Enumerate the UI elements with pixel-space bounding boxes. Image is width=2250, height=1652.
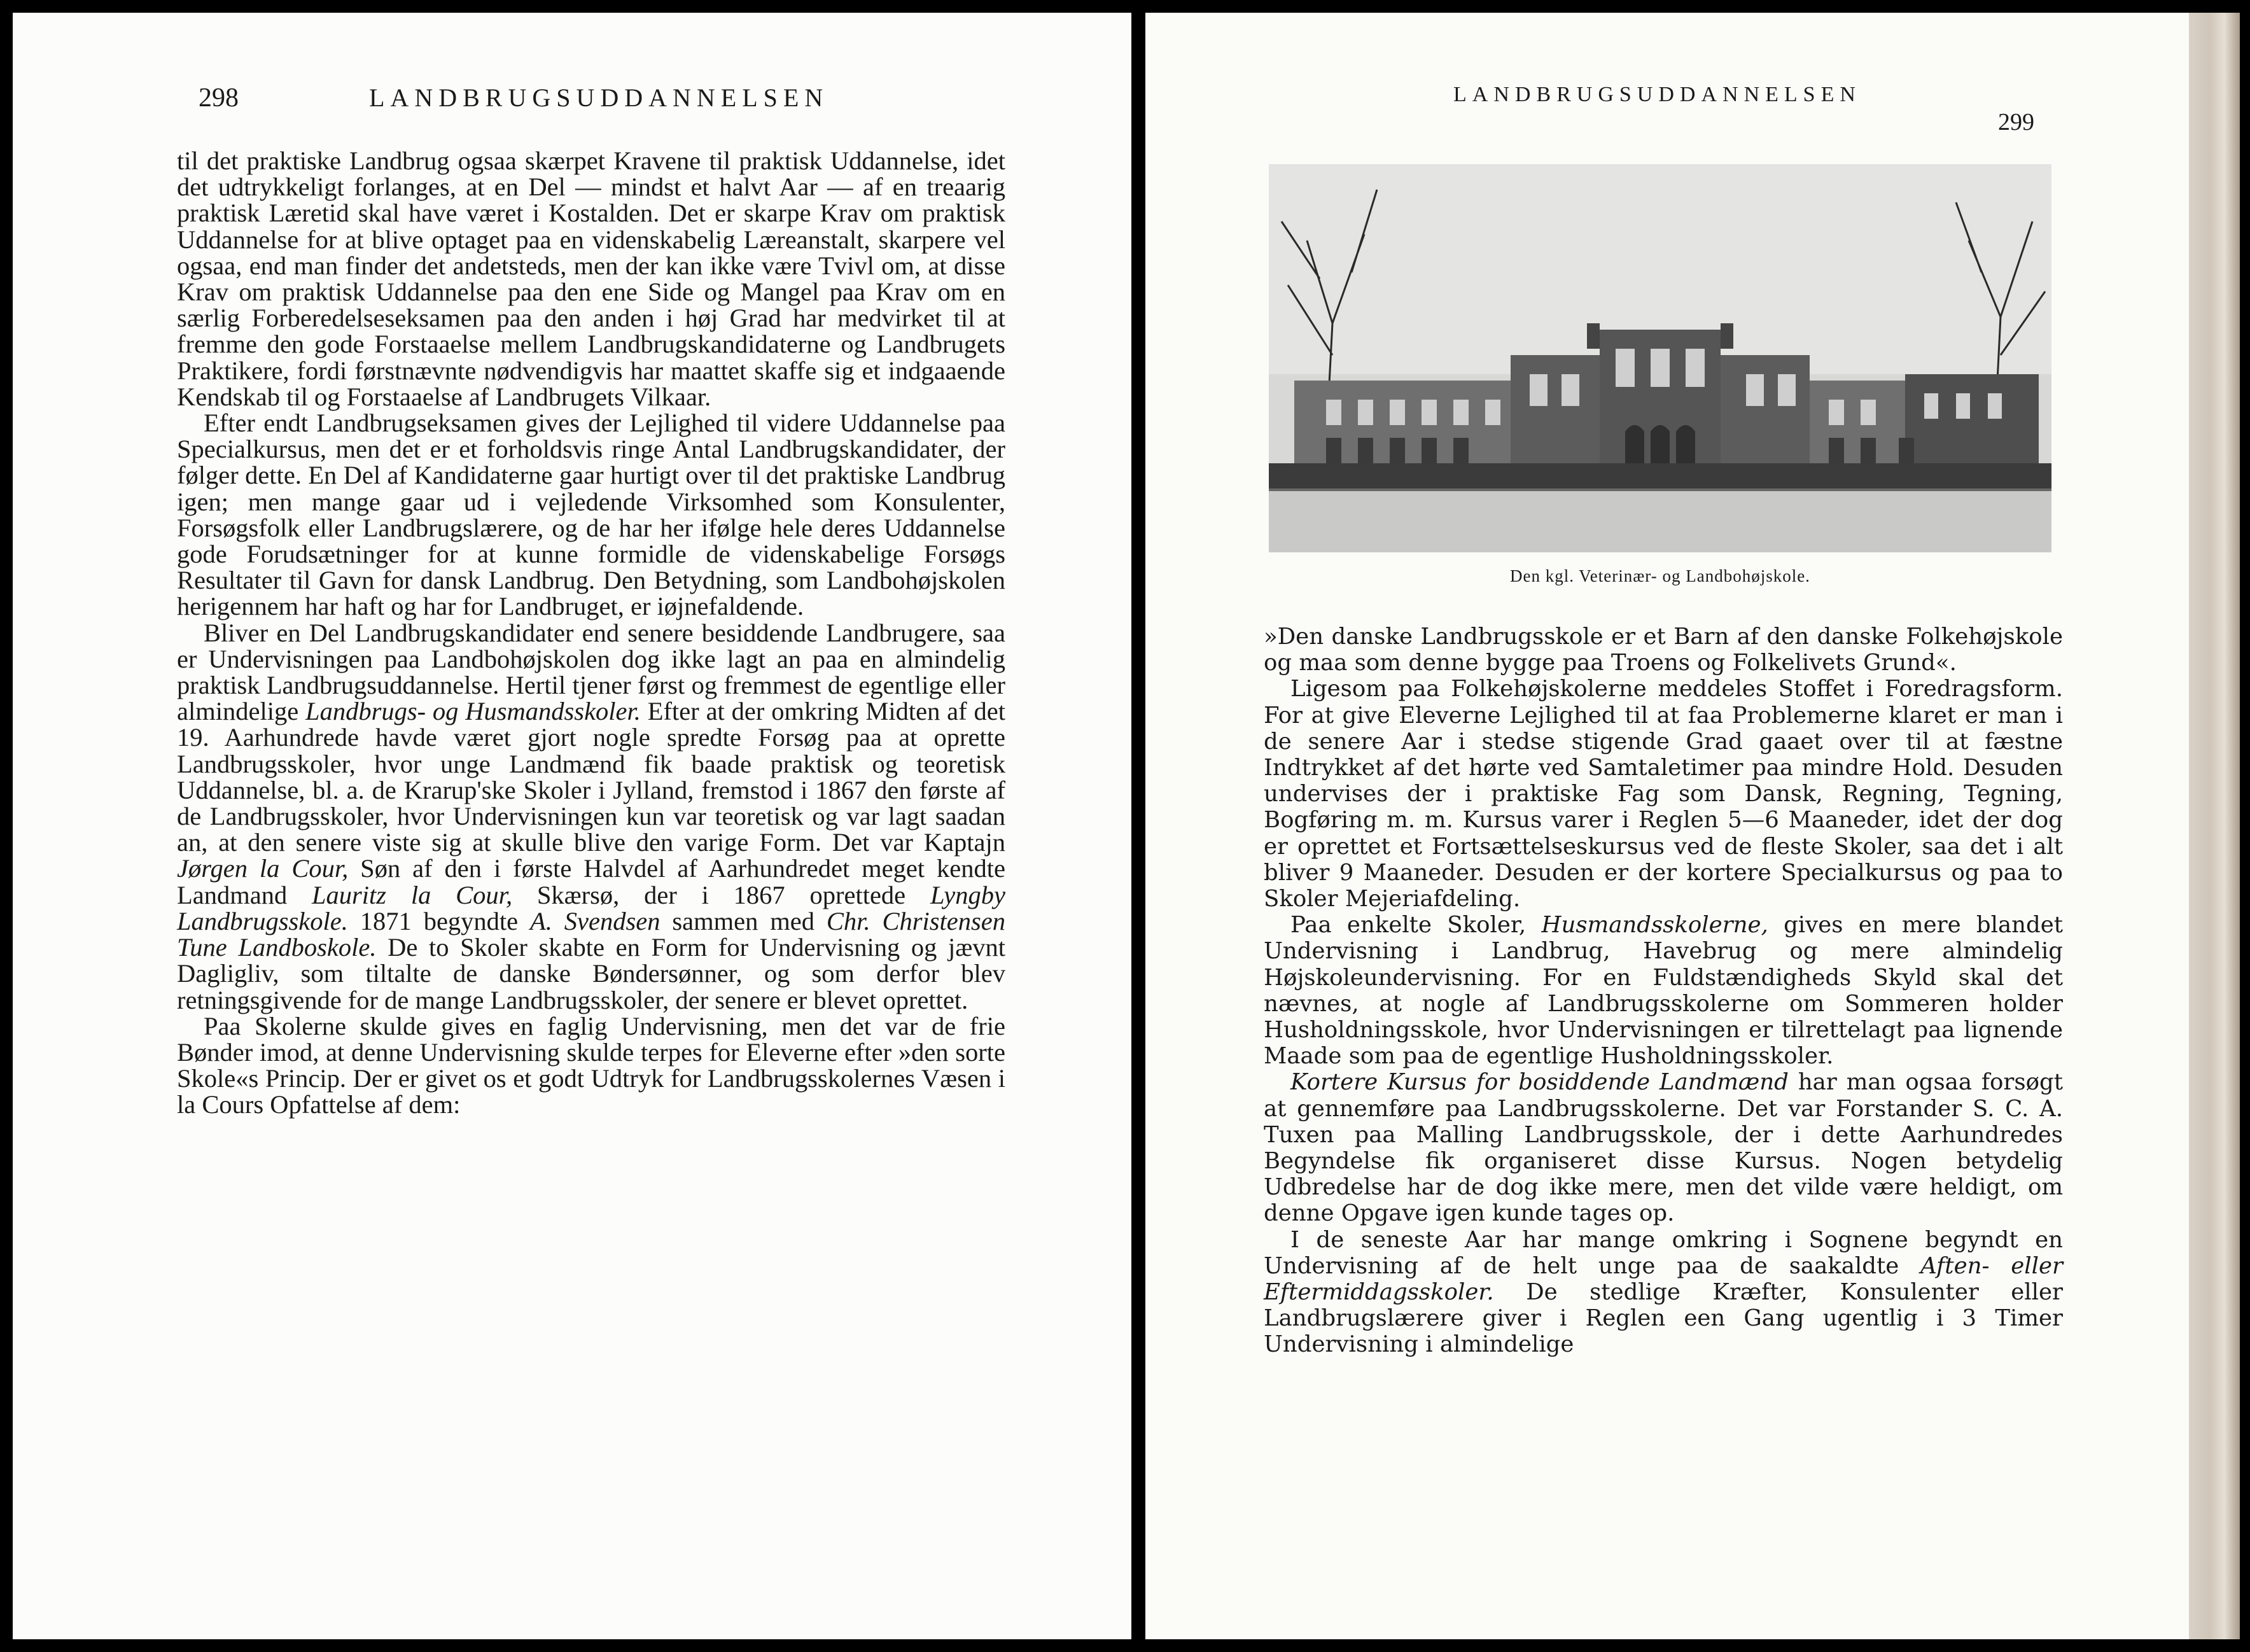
text-run: I de seneste Aar har mange omkring i Sognene begyndt en Undervisning af de helt unge paa de saakaldte (1264, 1226, 2063, 1279)
paragraph (177, 410, 1005, 620)
building-photo (1269, 164, 2051, 552)
text-run: har man ogsaa forsøgt at gennemføre paa Landbrugsskolerne. Det var Forstander S. C. A. Tuxen paa Malling Landbrugsskole, der i dette Aarhundredes Begyndelse fik organiseret disse Kursus. Nogen betydelig Udbredelse har de dog ikke mere, men det vilde være heldigt, om denne Opgave igen kunde tages op. (1264, 1069, 2063, 1227)
italic-text: A. Svendsen (530, 906, 660, 935)
italic-text: Chr. Christensen Tune Landboskole. (177, 906, 1005, 962)
italic-text: Landbrugs- og Husmandsskoler. (305, 697, 641, 726)
text-run: Paa Skolerne skulde gives en faglig Undervisning, men det var de frie Bønder imod, at denne Undervisning skulde terpes for Eleverne efter »den sorte Skole«s Princip. Der er givet os et godt Udtryk for Landbrugsskolernes Væsen i la Cours Opfattelse af dem: (177, 1011, 1005, 1119)
paragraph (1264, 912, 2063, 1069)
text-run: Efter endt Landbrugseksamen gives der Lejlighed til videre Uddannelse paa Specialkursus, men det er et forholdsvis ringe Antal Landbrugskandidater, der følger dette. En Del af Kandidaterne gaar hurtigt over til det praktiske Landbrug igen; men mange gaar ud i vejledende Virksomhed som Konsulenter, Forsøgsfolk eller Landbrugslærere, og de har her ifølge hele deres Uddannelse gode Forudsætninger for at kunne formidle de videnskabelige Forsøgs Resultater til Gavn for dansk Landbrug. Den Betydning, som Landbohøjskolen herigennem har haft og har for Landbruget, er iøjnefaldende. (177, 409, 1005, 621)
paragraph (1264, 676, 2063, 912)
paragraph (1264, 1069, 2063, 1226)
text-run: 1871 begyndte (347, 906, 531, 935)
italic-text: Lauritz la Cour, (312, 880, 513, 909)
right-page-number: 299 (1998, 109, 2034, 136)
paragraph (177, 148, 1005, 410)
italic-text: Lyngby Landbrugsskole. (177, 880, 1005, 935)
left-running-head: LANDBRUGSUDDANNELSEN (369, 83, 829, 112)
text-run: til det praktiske Landbrug ogsaa skærpet Kravene til praktisk Uddannelse, idet det udtrykkeligt forlanges, at en Del — mindst et halvt Aar — af en treaarig praktisk Læretid skal have været i Kostalden. Det er skarpe Krav om praktisk Uddannelse for at blive optaget paa en videnskabelig Læreanstalt, skarpere vel ogsaa, end man finder det andetsteds, men der kan ikke være Tvivl om, at disse Krav om praktisk Uddannelse paa den ene Side og Mangel paa Krav om en særlig Forberedelseseksamen paa den anden i høj Grad har medvirket til at fremme den gode Forstaaelse mellem Landbrugskandidaterne og Landbrugets Praktikere, fordi førstnævnte nødvendigvis har maattet skaffe sig et indgaaende Kendskab til og Forstaaelse af Landbrugets Vilkaar. (177, 146, 1005, 411)
text-run: Efter at der omkring Midten af det 19. Aarhundrede havde været gjort nogle spredte Forsøg paa at oprette Landbrugsskoler, hvor unge Landmænd fik baade praktisk og teoretisk Uddannelse, bl. a. de Krarup'ske Skoler i Jylland, fremstod i 1867 den første af de Landbrugsskoler, hvor Undervisningen kun var teoretisk og var lagt saadan an, at den senere viste sig at skulle blive den varige Form. Det var Kaptajn (177, 697, 1005, 857)
figure-caption: Den kgl. Veterinær- og Landbohøjskole. (1510, 566, 1810, 585)
italic-text: Husmandsskolerne, (1541, 912, 1768, 939)
right-body-text (1264, 624, 2063, 1358)
text-run: Ligesom paa Folkehøjskolerne meddeles Stoffet i Foredragsform. For at give Eleverne Lejlighed til at faa Problemerne klaret er man i de senere Aar i stedse stigende Grad gaaet over til at fæstne Indtrykket af det hørte ved Samtaletimer paa mindre Hold. Desuden undervises der i praktiske Fag som Dansk, Regning, Tegning, Bogføring m. m. Kursus varer i Reglen 5—6 Maaneder, idet der dog er oprettet et Fortsættelseskursus ved de fleste Skoler, saa det i alt bliver 9 Maaneder. Desuden er der kortere Specialkursus og paa to Skoler Mejeriafdeling. (1264, 676, 2063, 913)
right-running-head: LANDBRUGSUDDANNELSEN (1453, 83, 1861, 106)
italic-text: Jørgen la Cour, (177, 854, 349, 883)
left-page-number: 298 (199, 83, 239, 113)
paragraph (177, 620, 1005, 1013)
veterinary-school-photo-illustration (1269, 164, 2051, 552)
text-run: Skærsø, der i 1867 oprettede (512, 880, 930, 909)
paragraph (1264, 624, 2063, 676)
text-run: Paa enkelte Skoler, (1290, 912, 1542, 939)
text-run: De stedlige Kræfter, Konsulenter eller Landbrugslærere giver i Reglen een Gang ugentlig i 3 Timer Undervisning i almindelige (1264, 1279, 2063, 1358)
paragraph (1264, 1227, 2063, 1358)
text-run: sammen med (660, 906, 827, 935)
left-body-text (177, 148, 1005, 1118)
text-run: Søn af den i første Halvdel af Aarhundredet meget kendte Landmand (177, 854, 1006, 909)
italic-text: Kortere Kursus for bosiddende Landmænd (1290, 1069, 1789, 1096)
text-run: Bliver en Del Landbrugskandidater end senere besiddende Landbrugere, saa er Undervisningen paa Landbohøjskolen dog ikke lagt an paa en almindelig praktisk Landbrugsuddannelse. Hertil tjener først og fremmest de egentlige eller almindelige (177, 618, 1005, 726)
text-run: De to Skoler skabte en Form for Undervisning og jævnt Dagligliv, som tiltalte de danske Bøndersønner, og som derfor blev retningsgivende for de mange Landbrugsskoler, der senere er blevet oprettet. (177, 933, 1005, 1014)
text-run: »Den danske Landbrugsskole er et Barn af den danske Folkehøjskole og maa som denne bygge paa Troens og Folkelivets Grund«. (1264, 624, 2063, 676)
book-page-edges (2189, 13, 2240, 1639)
italic-text: Aften- eller Eftermiddagsskoler. (1264, 1252, 2063, 1306)
text-run: gives en mere blandet Undervisning i Landbrug, Havebrug og mere almindelig Højskoleundervisning. For en Fuldstændigheds Skyld skal det nævnes, at nogle af Landbrugsskolerne om Sommeren holder Husholdningsskole, hvor Undervisningen er tilrettelagt paa lignende Maade som paa de egentlige Husholdningsskoler. (1264, 912, 2063, 1070)
paragraph (177, 1013, 1005, 1118)
